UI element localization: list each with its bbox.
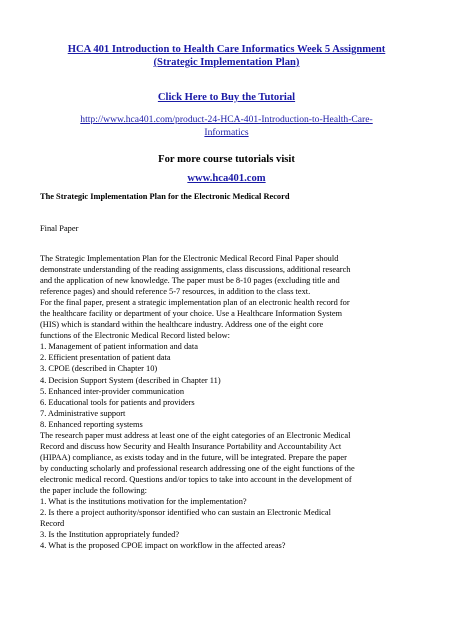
buy-tutorial-link[interactable]: Click Here to Buy the Tutorial: [157, 92, 296, 103]
body-paragraph: [40, 253, 422, 551]
body-line: the healthcare facility or department of your choice. Use a Healthcare Information System: [40, 309, 343, 319]
title-line-2[interactable]: (Strategic Implementation Plan): [153, 57, 300, 68]
list-item: 3. CPOE (described in Chapter 10): [40, 364, 158, 374]
body-line: (HIPAA) compliance, as exists today and in the future, will be integrated. Prepare the paper: [40, 452, 347, 462]
body-line: reference pages) and should reference 5-7 resources, in addition to the class text.: [40, 287, 311, 297]
product-url-link[interactable]: [40, 113, 413, 139]
more-tutorials-text: For more course tutorials visit: [158, 154, 295, 165]
url-line-2[interactable]: Informatics: [204, 127, 249, 138]
body-line: The Strategic Implementation Plan for the Electronic Medical Record Final Paper should: [40, 254, 339, 263]
list-item: 1. Management of patient information and data: [40, 342, 198, 352]
body-line: For the final paper, present a strategic implementation plan of an electronic health record for: [40, 298, 350, 308]
section-heading: The Strategic Implementation Plan for the Electronic Medical Record: [40, 192, 290, 201]
body-line: The research paper must address at least one of the eight categories of an Electronic Medical: [40, 430, 351, 440]
question-item: 1. What is the institutions motivation for the implementation?: [40, 497, 247, 507]
body-line: by conducting scholarly and professional research addressing one of the eight functions of the: [40, 463, 355, 473]
list-item: 8. Enhanced reporting systems: [40, 419, 143, 429]
site-link[interactable]: www.hca401.com: [187, 173, 266, 184]
question-item: Record: [40, 519, 65, 529]
body-line: the paper include the following:: [40, 485, 147, 495]
list-item: 6. Educational tools for patients and providers: [40, 397, 195, 407]
question-item: 3. Is the Institution appropriately funded?: [40, 530, 180, 540]
body-line: functions of the Electronic Medical Record listed below:: [40, 331, 231, 341]
list-item: 2. Efficient presentation of patient data: [40, 353, 171, 363]
body-line: Record and discuss how Security and Health Insurance Portability and Accountability Act: [40, 441, 342, 451]
body-line: (HIS) which is standard within the healthcare industry. Address one of the eight core: [40, 320, 324, 330]
section-subheading: Final Paper: [40, 224, 79, 233]
list-item: 7. Administrative support: [40, 408, 126, 418]
body-line: demonstrate understanding of the reading assignments, class discussions, additional research: [40, 265, 351, 275]
question-item: 2. Is there a project authority/sponsor identified who can sustain an Electronic Medical: [40, 508, 331, 518]
document-title-link[interactable]: [40, 43, 413, 69]
question-item: 4. What is the proposed CPOE impact on workflow in the affected areas?: [40, 541, 286, 551]
title-line-1[interactable]: HCA 401 Introduction to Health Care Informatics Week 5 Assignment: [67, 44, 386, 55]
url-line-1[interactable]: http://www.hca401.com/product-24-HCA-401-Introduction-to-Health-Care-: [80, 114, 373, 125]
list-item: 4. Decision Support System (described in Chapter 11): [40, 375, 221, 385]
list-item: 5. Enhanced inter-provider communication: [40, 386, 185, 396]
body-line: electronic medical record. Questions and/or topics to take into account in the development of: [40, 474, 352, 484]
body-line: and the application of new knowledge. The paper must be 8-10 pages (excluding title and: [40, 276, 340, 286]
